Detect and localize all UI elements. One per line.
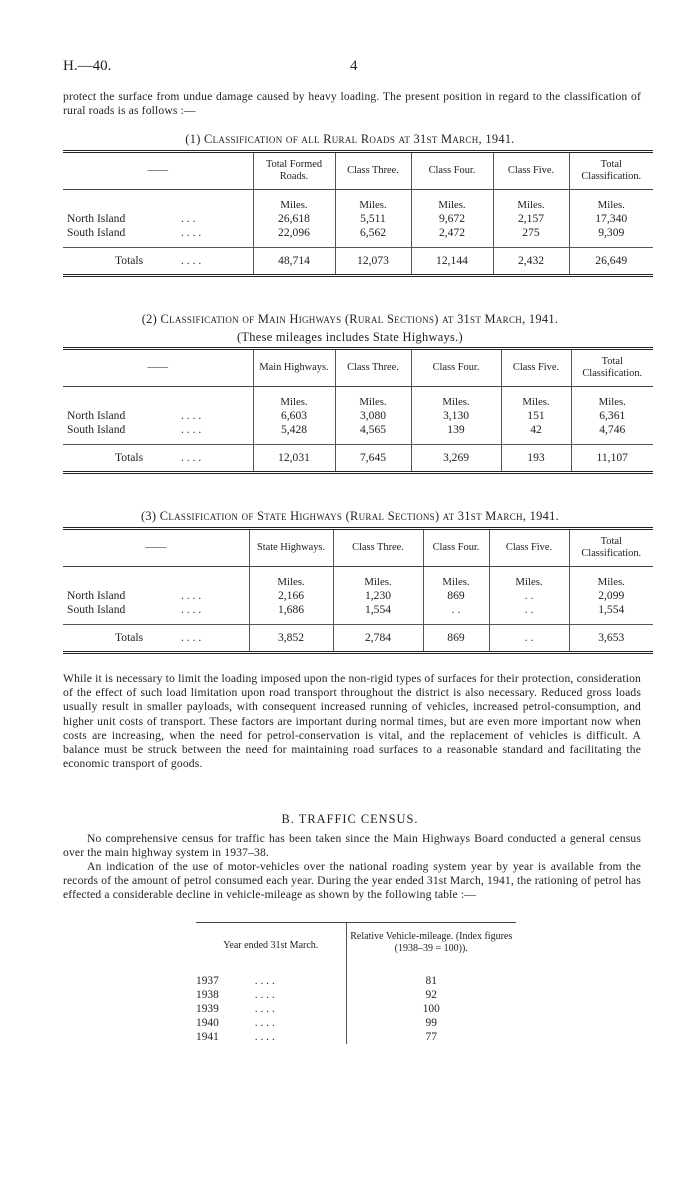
section-heading: B. TRAFFIC CENSUS. <box>281 812 419 826</box>
table2-col-header: Main Highways. <box>253 350 335 386</box>
table-cell: . . <box>489 603 569 617</box>
table1-unit: Miles. <box>335 189 411 212</box>
table1-title: (1) Classification of all Rural Roads at 31st March, 1941. <box>185 132 515 146</box>
totals-label: Totals <box>115 450 144 464</box>
table-cell: 3,653 <box>569 624 653 651</box>
row-dots: . . . <box>181 211 196 225</box>
table3 <box>63 527 653 654</box>
row-dots: . . . . <box>181 225 202 239</box>
table3-col-header: Class Three. <box>333 530 423 566</box>
table-cell: 2,472 <box>411 226 493 240</box>
table-cell: 3,130 <box>411 409 501 423</box>
year-cell: 1940 <box>196 1017 219 1029</box>
census-paragraph: No comprehensive census for traffic has been taken since the Main Highways Board conducted a general census over the main highway system in 1937–38. <box>63 832 641 860</box>
table3-unit: Miles. <box>489 566 569 589</box>
table1-col-header: Class Three. <box>335 153 411 189</box>
table-row <box>63 409 653 423</box>
table2 <box>63 347 653 474</box>
table1-col-header: Total Classification. <box>569 153 653 189</box>
table-cell: 3,852 <box>249 624 333 651</box>
table-cell: 7,645 <box>335 444 411 471</box>
row-dots: . . . . <box>181 253 202 267</box>
table3-col-header: Class Four. <box>423 530 489 566</box>
table-cell: 6,562 <box>335 226 411 240</box>
table-cell: 151 <box>501 409 571 423</box>
table-row <box>63 423 653 437</box>
table-cell: 1,554 <box>569 603 653 617</box>
table-cell: 42 <box>501 423 571 437</box>
table1-col-header: Class Four. <box>411 153 493 189</box>
table-row <box>63 589 653 603</box>
table1-col-header: Total Formed Roads. <box>253 153 335 189</box>
table-cell: 3,080 <box>335 409 411 423</box>
table-row <box>196 1030 516 1044</box>
table-row <box>196 988 516 1002</box>
table-cell: 2,166 <box>249 589 333 603</box>
table-cell: 11,107 <box>571 444 653 471</box>
table2-subtitle: (These mileages includes State Highways.) <box>237 330 463 344</box>
table2-col-header: Total Classification. <box>571 350 653 386</box>
document-reference: H.—40. <box>63 58 112 74</box>
table-row <box>63 212 653 226</box>
table-cell: 48,714 <box>253 247 335 274</box>
loading-paragraph: While it is necessary to limit the loading imposed upon the non-rigid types of surfaces for their protection, consideration of the effect of such load limitation upon road transport throughout the district is also necessary. Reduced gross loads usually result in smaller payloads, with consequent increased running of vehicles, increased petrol-consumption, and higher unit costs of transport. These factors are important during normal times, but are even more important now when costs are increasing, when the need for petrol-conservation is vital, and the replacement of vehicles is difficult. A balance must be struck between the need for maintaining road surfaces to a reasonable standard and facilitating the economic transport of goods. <box>63 672 641 771</box>
table-cell: 9,672 <box>411 212 493 226</box>
intro-paragraph: protect the surface from undue damage caused by heavy loading. The present position in regard to the classification of rural roads is as follows :— <box>63 90 641 118</box>
table3-stub-header: —— <box>63 530 249 566</box>
table-cell: 22,096 <box>253 226 335 240</box>
table-cell: 869 <box>423 589 489 603</box>
table1-unit: Miles. <box>493 189 569 212</box>
table2-unit: Miles. <box>501 386 571 409</box>
row-dots: . . . . <box>254 989 275 1001</box>
mileage-header: Relative Vehicle-mileage. (Index figures (1938–39 = 100)). <box>346 923 516 966</box>
table1-unit: Miles. <box>253 189 335 212</box>
row-dots: . . . . <box>254 1031 275 1043</box>
table1 <box>63 150 653 277</box>
table-cell: 12,031 <box>253 444 335 471</box>
row-dots: . . . . <box>181 602 202 616</box>
row-dots: . . . . <box>181 630 202 644</box>
value-cell: 77 <box>346 1030 516 1044</box>
table-row <box>63 603 653 617</box>
table-cell: 275 <box>493 226 569 240</box>
table1-unit: Miles. <box>411 189 493 212</box>
table-cell: 1,230 <box>333 589 423 603</box>
table3-col-header: Total Classification. <box>569 530 653 566</box>
vehicle-use-paragraph: An indication of the use of motor-vehicles over the national roading system year by year is available from the records of the amount of petrol consumed each year. During the year ended 31st March, 1941, the rationing of petrol has effected a considerable decline in vehicle-mileage as shown by the following table :— <box>63 860 641 902</box>
table-cell: 193 <box>501 444 571 471</box>
table2-stub-header: —— <box>63 350 253 386</box>
table2-col-header: Class Four. <box>411 350 501 386</box>
table-cell: 2,157 <box>493 212 569 226</box>
row-label: South Island <box>67 602 126 616</box>
totals-row <box>63 444 653 471</box>
year-cell: 1937 <box>196 975 219 987</box>
table3-col-header: State Highways. <box>249 530 333 566</box>
value-cell: 81 <box>346 974 516 988</box>
table-cell: 6,603 <box>253 409 335 423</box>
table-cell: 12,144 <box>411 247 493 274</box>
table1-stub-header: —— <box>63 153 253 189</box>
table-cell: 869 <box>423 624 489 651</box>
table-cell: 4,746 <box>571 423 653 437</box>
table1-unit: Miles. <box>569 189 653 212</box>
table3-unit: Miles. <box>333 566 423 589</box>
table-cell: 4,565 <box>335 423 411 437</box>
row-label: North Island <box>67 408 126 422</box>
row-dots: . . . . <box>181 422 202 436</box>
table-cell: 3,269 <box>411 444 501 471</box>
table3-unit: Miles. <box>423 566 489 589</box>
value-cell: 100 <box>346 1002 516 1016</box>
row-dots: . . . . <box>181 588 202 602</box>
table2-col-header: Class Five. <box>501 350 571 386</box>
table2-col-header: Class Three. <box>335 350 411 386</box>
totals-label: Totals <box>115 630 144 644</box>
value-cell: 99 <box>346 1016 516 1030</box>
table-cell: 139 <box>411 423 501 437</box>
table-cell: 26,649 <box>569 247 653 274</box>
table-cell: 2,099 <box>569 589 653 603</box>
row-label: South Island <box>67 422 126 436</box>
table-cell: 5,428 <box>253 423 335 437</box>
table-cell: 1,554 <box>333 603 423 617</box>
row-label: South Island <box>67 225 126 239</box>
table-row <box>196 1016 516 1030</box>
table3-unit: Miles. <box>569 566 653 589</box>
table-cell: 12,073 <box>335 247 411 274</box>
table2-unit: Miles. <box>571 386 653 409</box>
table-row <box>63 226 653 240</box>
table-cell: 5,511 <box>335 212 411 226</box>
table3-col-header: Class Five. <box>489 530 569 566</box>
table-cell: 2,784 <box>333 624 423 651</box>
table-cell: . . <box>489 624 569 651</box>
table2-unit: Miles. <box>411 386 501 409</box>
row-dots: . . . . <box>181 408 202 422</box>
row-label: North Island <box>67 211 126 225</box>
table-cell: 17,340 <box>569 212 653 226</box>
value-cell: 92 <box>346 988 516 1002</box>
year-cell: 1939 <box>196 1003 219 1015</box>
row-dots: . . . . <box>254 975 275 987</box>
table-cell: 2,432 <box>493 247 569 274</box>
row-dots: . . . . <box>254 1017 275 1029</box>
row-dots: . . . . <box>181 450 202 464</box>
table2-unit: Miles. <box>335 386 411 409</box>
table-row <box>196 974 516 988</box>
table2-title: (2) Classification of Main Highways (Rural Sections) at 31st March, 1941. <box>141 312 559 326</box>
year-cell: 1938 <box>196 989 219 1001</box>
table-row <box>196 1002 516 1016</box>
totals-row <box>63 624 653 651</box>
table2-unit: Miles. <box>253 386 335 409</box>
row-label: North Island <box>67 588 126 602</box>
table-cell: 9,309 <box>569 226 653 240</box>
page-number: 4 <box>350 58 358 74</box>
row-dots: . . . . <box>254 1003 275 1015</box>
totals-label: Totals <box>115 253 144 267</box>
year-cell: 1941 <box>196 1031 219 1043</box>
vehicle-mileage-table <box>196 922 516 1044</box>
table-cell: . . <box>423 603 489 617</box>
table3-unit: Miles. <box>249 566 333 589</box>
table1-col-header: Class Five. <box>493 153 569 189</box>
table-cell: . . <box>489 589 569 603</box>
year-header: Year ended 31st March. <box>223 939 319 951</box>
table-cell: 6,361 <box>571 409 653 423</box>
table-cell: 1,686 <box>249 603 333 617</box>
totals-row <box>63 247 653 274</box>
table3-title: (3) Classification of State Highways (Rural Sections) at 31st March, 1941. <box>141 509 559 523</box>
table-cell: 26,618 <box>253 212 335 226</box>
